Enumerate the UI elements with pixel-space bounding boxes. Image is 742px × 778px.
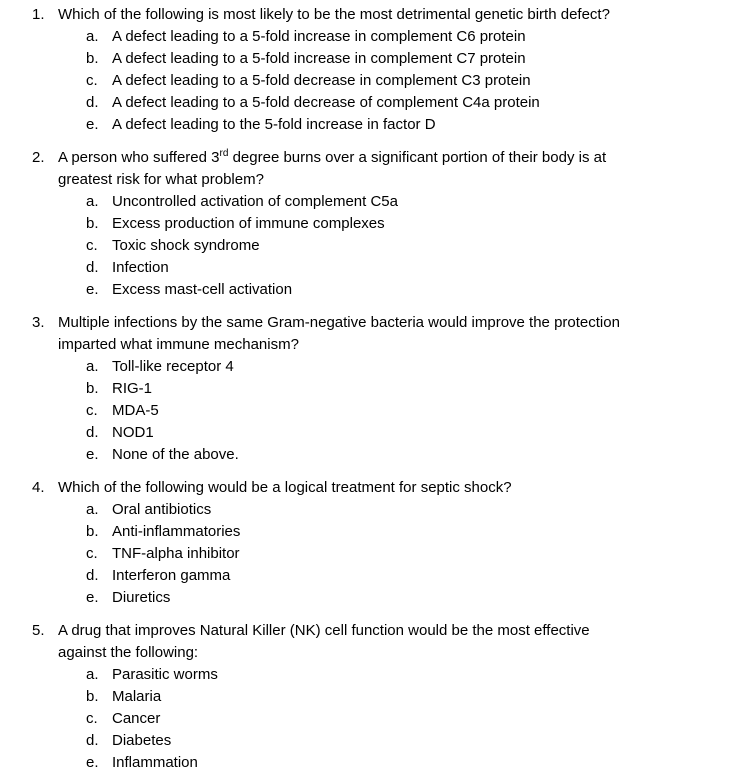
option-text: TNF-alpha inhibitor xyxy=(112,545,240,562)
option-text: Cancer xyxy=(112,710,161,727)
question-number: 2. xyxy=(32,149,45,166)
answer-option xyxy=(0,752,742,774)
answer-option xyxy=(0,664,742,686)
option-letter: e. xyxy=(86,446,99,463)
question-number: 4. xyxy=(32,479,45,496)
option-text: A defect leading to a 5-fold decrease of complement C4a protein xyxy=(112,94,540,111)
option-letter: b. xyxy=(86,523,99,540)
question-2 xyxy=(0,147,742,301)
option-letter: a. xyxy=(86,193,99,210)
answer-option xyxy=(0,70,742,92)
option-text: A defect leading to the 5-fold increase in factor D xyxy=(112,116,436,133)
answer-option xyxy=(0,499,742,521)
option-letter: a. xyxy=(86,666,99,683)
question-text: imparted what immune mechanism? xyxy=(58,336,299,353)
option-letter: e. xyxy=(86,589,99,606)
option-text: Oral antibiotics xyxy=(112,501,212,518)
option-text: Anti-inflammatories xyxy=(112,523,241,540)
answer-option xyxy=(0,730,742,752)
answer-option xyxy=(0,444,742,466)
option-letter: a. xyxy=(86,28,99,45)
option-letter: a. xyxy=(86,501,99,518)
answer-option xyxy=(0,378,742,400)
option-text: A defect leading to a 5-fold decrease in complement C3 protein xyxy=(112,72,531,89)
option-text: A defect leading to a 5-fold increase in complement C6 protein xyxy=(112,28,526,45)
option-letter: b. xyxy=(86,380,99,397)
option-letter: b. xyxy=(86,50,99,67)
option-text: Excess mast-cell activation xyxy=(112,281,293,298)
option-text: A defect leading to a 5-fold increase in complement C7 protein xyxy=(112,50,526,67)
option-text: Diabetes xyxy=(112,732,172,749)
option-letter: d. xyxy=(86,424,99,441)
question-stem-line xyxy=(0,477,742,499)
option-letter: c. xyxy=(86,72,98,89)
option-text: Diuretics xyxy=(112,589,171,606)
answer-option xyxy=(0,400,742,422)
answer-option xyxy=(0,92,742,114)
answer-option xyxy=(0,565,742,587)
question-stem-line xyxy=(0,169,742,191)
question-text: Which of the following is most likely to be the most detrimental genetic birth defect? xyxy=(58,6,610,23)
option-text: Excess production of immune complexes xyxy=(112,215,385,232)
option-letter: c. xyxy=(86,710,98,727)
superscript-ordinal: rd xyxy=(219,148,229,159)
answer-option xyxy=(0,686,742,708)
answer-option xyxy=(0,257,742,279)
question-text: A drug that improves Natural Killer (NK) cell function would be the most effective xyxy=(58,622,590,639)
option-text: None of the above. xyxy=(112,446,239,463)
option-letter: d. xyxy=(86,94,99,111)
option-text: Parasitic worms xyxy=(112,666,218,683)
answer-option xyxy=(0,521,742,543)
question-stem-line xyxy=(0,620,742,642)
question-number: 5. xyxy=(32,622,45,639)
question-text: greatest risk for what problem? xyxy=(58,171,264,188)
option-letter: e. xyxy=(86,281,99,298)
option-text: RIG-1 xyxy=(112,380,153,397)
option-letter: d. xyxy=(86,567,99,584)
answer-option xyxy=(0,235,742,257)
question-number: 3. xyxy=(32,314,45,331)
option-letter: c. xyxy=(86,237,98,254)
answer-option xyxy=(0,114,742,136)
answer-option xyxy=(0,587,742,609)
question-text: Multiple infections by the same Gram-negative bacteria would improve the protection xyxy=(58,314,620,331)
option-text: Malaria xyxy=(112,688,162,705)
question-5 xyxy=(0,620,742,774)
answer-option xyxy=(0,543,742,565)
option-letter: c. xyxy=(86,402,98,419)
question-stem-line xyxy=(0,312,742,334)
question-1 xyxy=(0,4,742,136)
option-text: NOD1 xyxy=(112,424,154,441)
option-text: MDA-5 xyxy=(112,402,159,419)
answer-option xyxy=(0,26,742,48)
option-text: Toll-like receptor 4 xyxy=(112,358,234,375)
answer-option xyxy=(0,708,742,730)
question-text: against the following: xyxy=(58,644,199,661)
option-letter: a. xyxy=(86,358,99,375)
question-stem-line xyxy=(0,4,742,26)
answer-option xyxy=(0,213,742,235)
option-letter: d. xyxy=(86,259,99,276)
option-text: Infection xyxy=(112,259,169,276)
question-stem-line xyxy=(0,642,742,664)
option-letter: b. xyxy=(86,215,99,232)
option-letter: e. xyxy=(86,754,99,771)
question-stem-line xyxy=(0,334,742,356)
option-letter: b. xyxy=(86,688,99,705)
question-number: 1. xyxy=(32,6,45,23)
answer-option xyxy=(0,356,742,378)
answer-option xyxy=(0,48,742,70)
question-text: Which of the following would be a logical treatment for septic shock? xyxy=(58,479,512,496)
answer-option xyxy=(0,279,742,301)
option-letter: d. xyxy=(86,732,99,749)
option-letter: c. xyxy=(86,545,98,562)
option-letter: e. xyxy=(86,116,99,133)
option-text: Toxic shock syndrome xyxy=(112,237,260,254)
question-stem-line xyxy=(0,147,742,169)
option-text: Interferon gamma xyxy=(112,567,231,584)
answer-option xyxy=(0,422,742,444)
question-3 xyxy=(0,312,742,466)
question-text: A person who suffered 3rd degree burns over a significant portion of their body is at xyxy=(58,148,607,166)
option-text: Inflammation xyxy=(112,754,198,771)
option-text: Uncontrolled activation of complement C5a xyxy=(112,193,398,210)
answer-option xyxy=(0,191,742,213)
question-4 xyxy=(0,477,742,609)
